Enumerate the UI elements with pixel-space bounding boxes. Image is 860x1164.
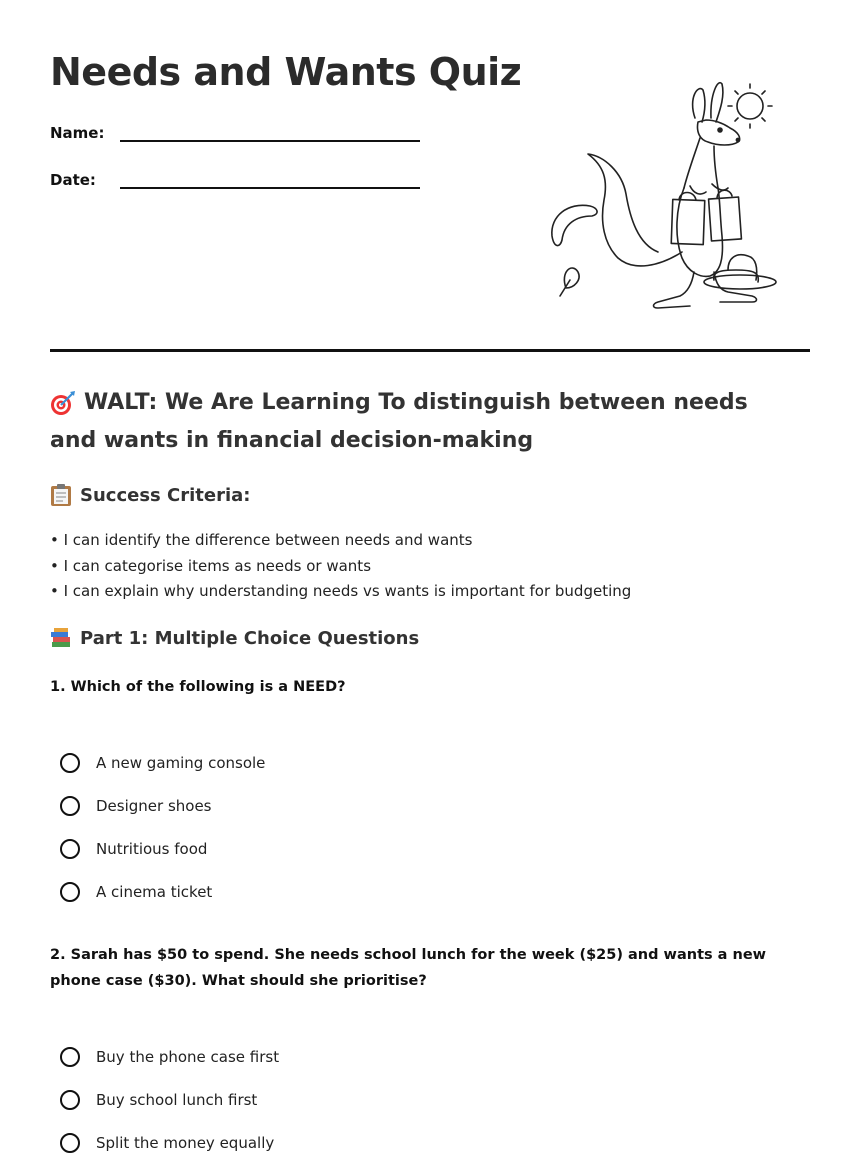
answer-option[interactable] [60,1121,279,1164]
success-criteria-heading [50,483,250,507]
question-1: 1. Which of the following is a NEED? [50,679,346,695]
criteria-item: • I can identify the difference between needs and wants [50,531,473,549]
name-field [50,122,420,142]
radio-button[interactable] [60,753,80,773]
success-criteria-list [50,528,631,605]
criteria-item: • I can explain why understanding needs vs wants is important for budgeting [50,582,632,600]
books-icon [50,627,72,649]
radio-button[interactable] [60,839,80,859]
radio-button[interactable] [60,1047,80,1067]
criteria-item: • I can categorise items as needs or wants [50,556,372,575]
option-label: Split the money equally [96,1133,275,1152]
option-label: Buy school lunch first [96,1090,258,1109]
option-label: A new gaming console [96,753,266,772]
question-1-options [60,741,265,913]
date-label: Date: [50,171,96,189]
answer-option[interactable] [60,1035,279,1078]
radio-button[interactable] [60,1133,80,1153]
date-field [50,169,420,189]
date-input-line[interactable] [120,169,420,189]
clipboard-icon [50,483,72,507]
option-label: Buy the phone case first [96,1047,280,1066]
answer-option[interactable] [60,870,265,913]
header-divider [50,349,810,352]
target-icon [50,390,76,416]
answer-option[interactable] [60,1078,279,1121]
answer-option[interactable] [60,784,265,827]
option-label: A cinema ticket [96,882,213,901]
option-label: Nutritious food [96,839,208,858]
walt-heading [50,384,790,460]
part1-heading [50,627,419,649]
radio-button[interactable] [60,882,80,902]
name-input-line[interactable] [120,122,420,142]
success-criteria-title: Success Criteria: [80,484,251,506]
name-label: Name: [50,124,105,142]
radio-button[interactable] [60,1090,80,1110]
radio-button[interactable] [60,796,80,816]
answer-option[interactable] [60,741,265,784]
question-2: 2. Sarah has $50 to spend. She needs school lunch for the week ($25) and wants a new phone case ($30). What should she prioritise? [50,947,767,989]
part1-title: Part 1: Multiple Choice Questions [80,627,420,649]
page-title: Needs and Wants Quiz [50,50,522,94]
answer-option[interactable] [60,827,265,870]
walt-text: WALT: We Are Learning To distinguish between needs and wants in financial decision-making [50,390,748,453]
option-label: Designer shoes [96,796,212,815]
kangaroo-shopping-illustration [548,76,784,312]
question-2-options [60,1035,279,1164]
